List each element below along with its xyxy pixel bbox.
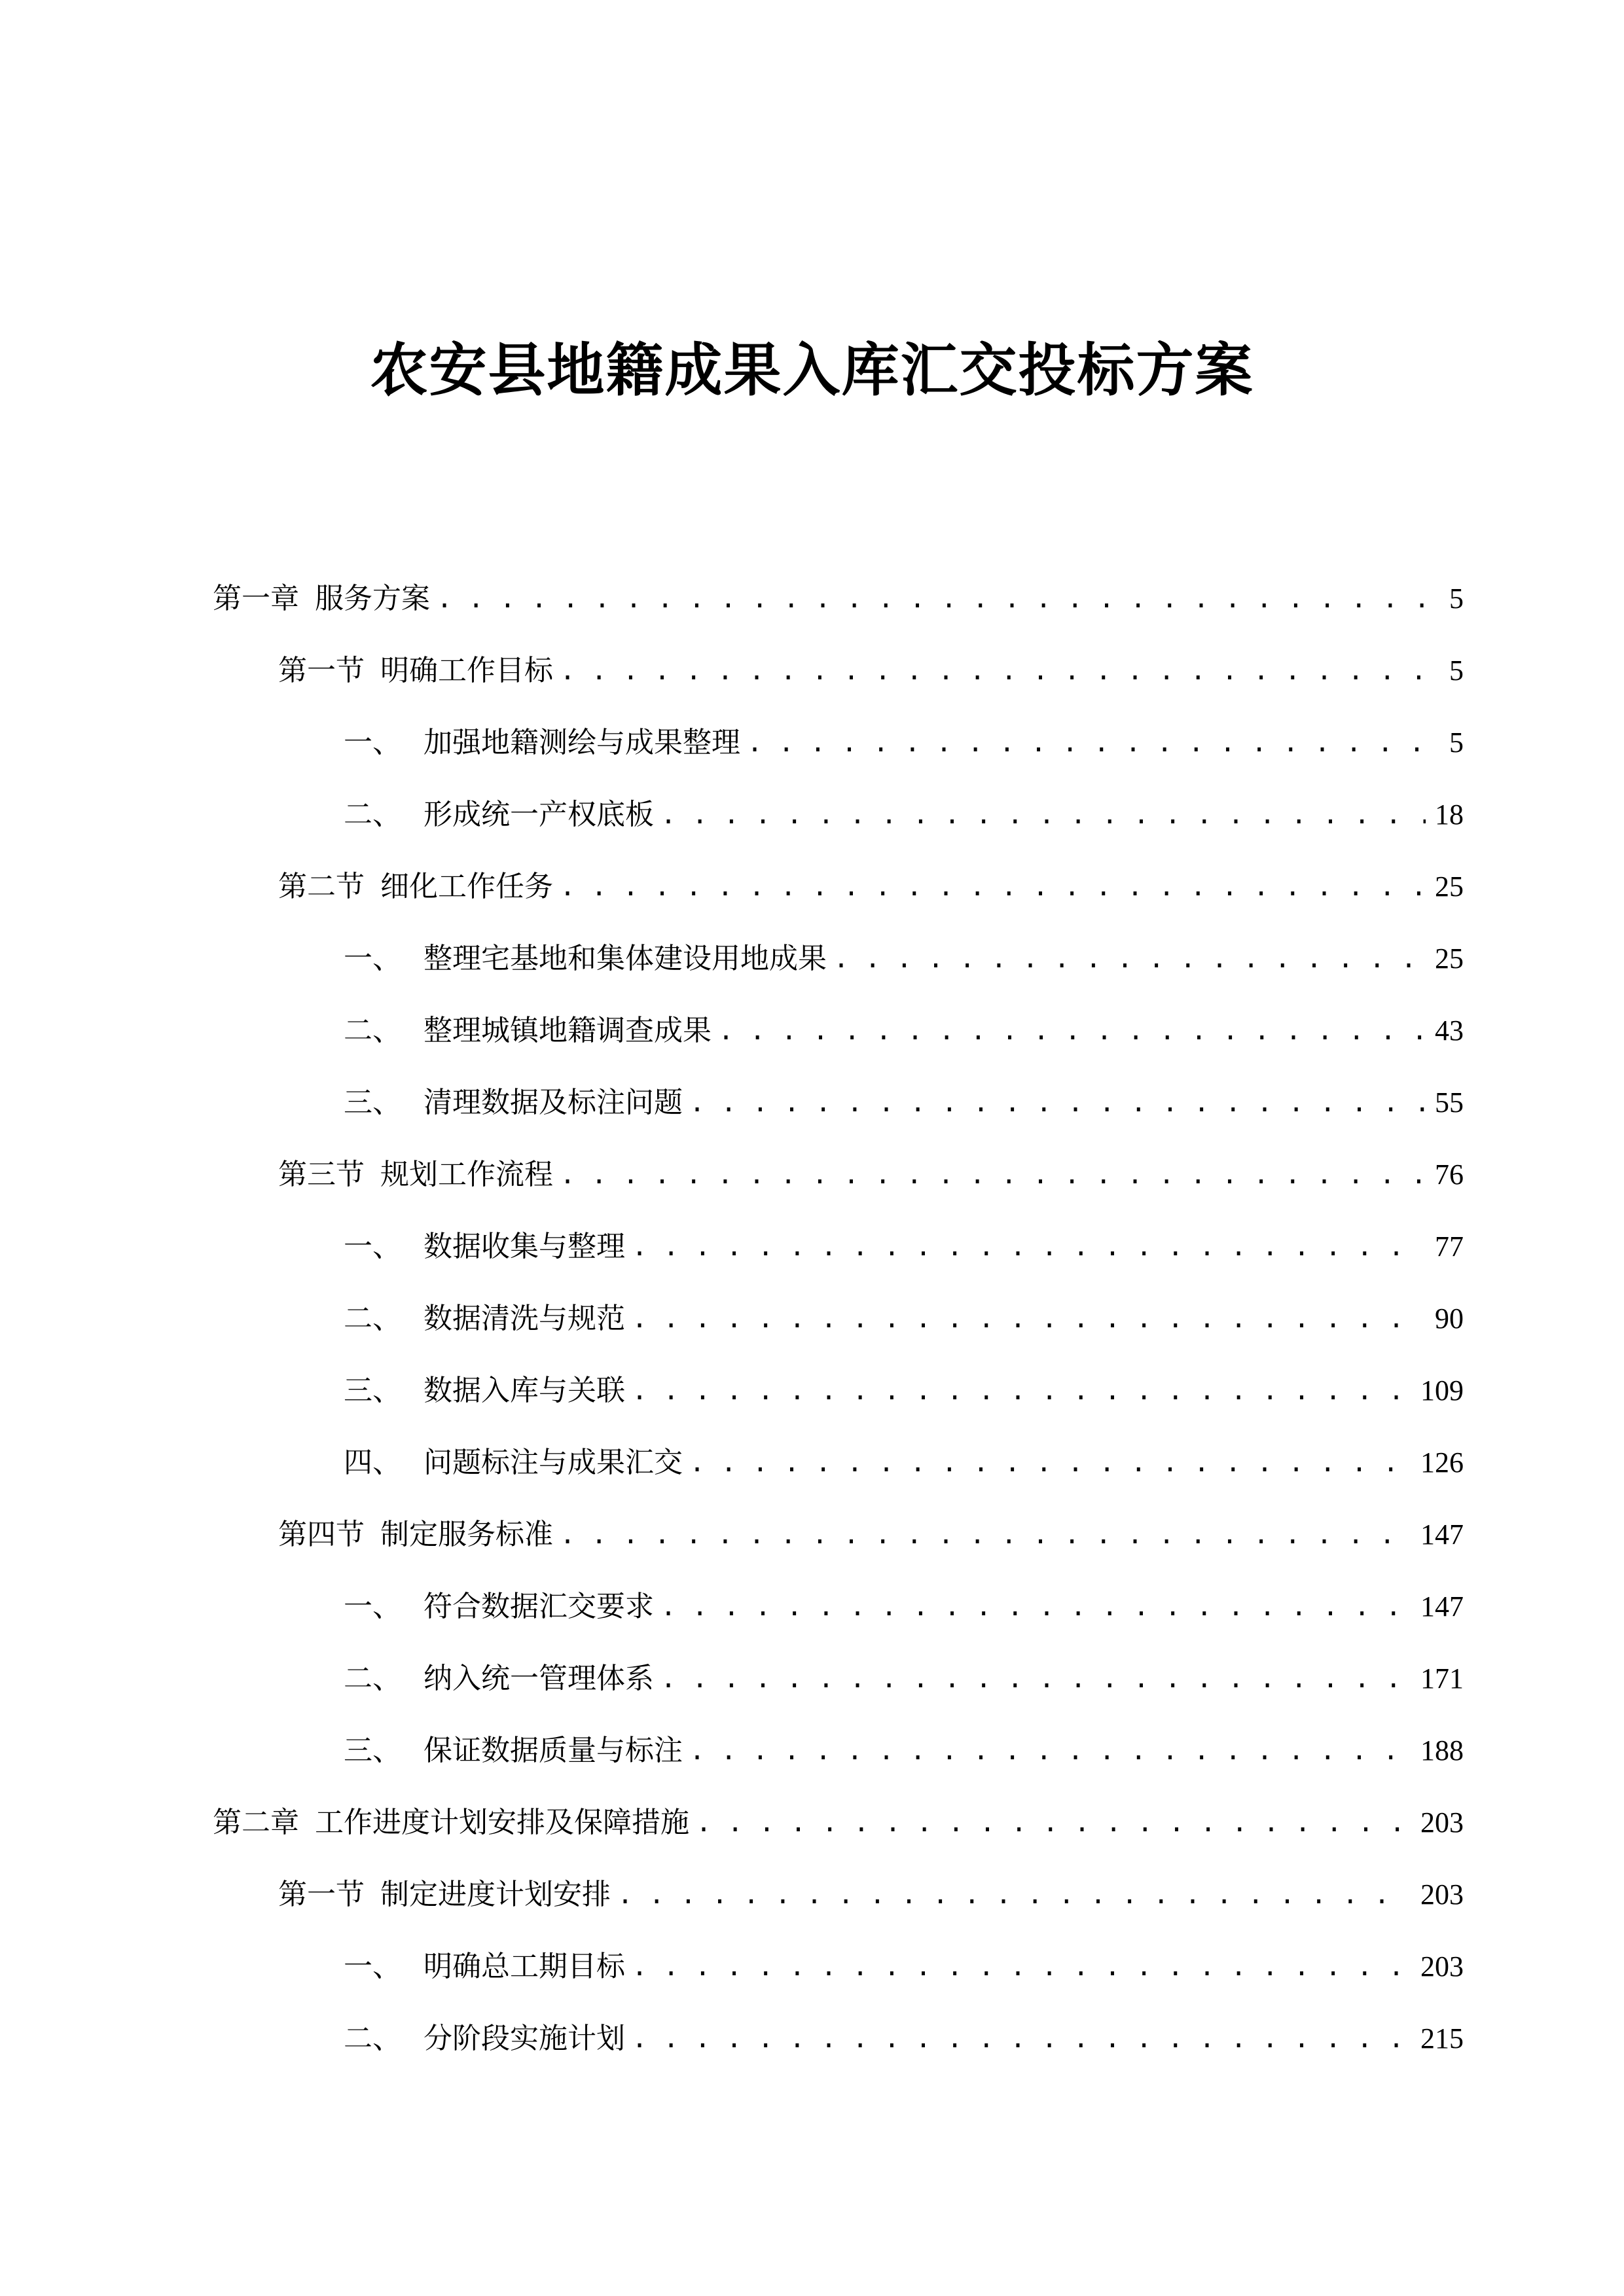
toc-leader-dots [660,1584,1411,1630]
toc-entry[interactable] [278,1152,1464,1198]
toc-entry[interactable] [344,720,1464,766]
toc-entry-number: 三、 [344,1374,401,1407]
toc-entry-number: 第一节 [278,1878,365,1911]
toc-entry-page: 203 [1420,1806,1464,1839]
toc-entry-page: 109 [1420,1374,1464,1407]
toc-entry-title: 分阶段实施计划 [424,2022,625,2055]
toc-entry-title: 整理宅基地和集体建设用地成果 [424,942,827,975]
toc-entry[interactable] [344,1584,1464,1630]
toc-entry-title: 纳入统一管理体系 [424,1662,654,1695]
toc-entry-title: 问题标注与成果汇交 [424,1446,683,1479]
toc-entry-title: 细化工作任务 [380,870,553,903]
toc-entry[interactable] [344,1224,1464,1270]
toc-entry-page: 203 [1420,1950,1464,1982]
toc-entry-title: 服务方案 [315,582,430,615]
toc-entry[interactable] [278,1872,1464,1918]
toc-leader-dots [560,648,1440,694]
toc-entry[interactable] [278,1512,1464,1558]
toc-entry-page: 5 [1449,583,1464,615]
toc-entry-number: 二、 [344,1014,401,1047]
toc-entry-number: 一、 [344,1950,401,1983]
toc-entry-title: 清理数据及标注问题 [424,1086,683,1119]
toc-entry[interactable] [344,1656,1464,1702]
toc-entry[interactable] [344,1728,1464,1774]
toc-leader-dots [632,2016,1411,2062]
toc-entry-page: 126 [1420,1446,1464,1479]
toc-entry-page: 147 [1420,1590,1464,1623]
toc-leader-dots [632,1944,1411,1990]
toc-leader-dots [660,1656,1411,1702]
toc-entry-number: 第四节 [278,1518,365,1551]
toc-entry-page: 188 [1420,1734,1464,1767]
toc-entry-title: 明确工作目标 [380,654,553,687]
toc-entry-number: 二、 [344,2022,401,2055]
toc-leader-dots [689,1728,1411,1774]
toc-entry[interactable] [213,1800,1464,1846]
toc-entry-number: 一、 [344,726,401,759]
toc-leader-dots [632,1296,1426,1342]
toc-entry-number: 三、 [344,1734,401,1767]
toc-leader-dots [560,1152,1426,1198]
toc-leader-dots [560,864,1426,910]
toc-entry-title: 保证数据质量与标注 [424,1734,683,1767]
toc-entry-title: 制定进度计划安排 [380,1878,611,1911]
toc-entry-page: 77 [1435,1230,1464,1263]
toc-entry-title: 规划工作流程 [380,1158,553,1191]
toc-entry[interactable] [344,1368,1464,1414]
toc-leader-dots [617,1872,1411,1918]
toc-leader-dots [747,720,1440,766]
toc-entry[interactable] [344,792,1464,838]
toc-entry[interactable] [344,1440,1464,1486]
toc-entry[interactable] [344,1296,1464,1342]
toc-entry[interactable] [278,864,1464,910]
toc-entry[interactable] [344,1008,1464,1054]
toc-entry-page: 147 [1420,1518,1464,1551]
toc-entry-page: 25 [1435,942,1464,975]
toc-entry-title: 符合数据汇交要求 [424,1590,654,1623]
toc-entry-page: 215 [1420,2022,1464,2054]
toc-entry[interactable] [344,936,1464,982]
toc-leader-dots [660,792,1426,838]
toc-entry-title: 制定服务标准 [380,1518,553,1551]
toc-entry[interactable] [278,648,1464,694]
toc-entry-title: 加强地籍测绘与成果整理 [424,726,740,759]
toc-entry-title: 明确总工期目标 [424,1950,625,1983]
toc-entry-page: 18 [1435,798,1464,831]
toc-entry-page: 171 [1420,1662,1464,1695]
toc-entry-number: 第二节 [278,870,365,903]
toc-entry-number: 第一章 [213,582,299,615]
toc-leader-dots [689,1440,1411,1486]
toc-leader-dots [696,1800,1411,1846]
toc-entry-page: 5 [1449,726,1464,759]
toc-entry[interactable] [344,1944,1464,1990]
toc-entry-title: 数据清洗与规范 [424,1302,625,1335]
toc-entry[interactable] [344,1080,1464,1126]
toc-leader-dots [437,576,1440,622]
document-title: 农安县地籍成果入库汇交投标方案 [370,336,1254,404]
toc-entry-number: 一、 [344,1230,401,1263]
toc-entry-page: 76 [1435,1158,1464,1191]
toc-leader-dots [632,1368,1411,1414]
toc-entry-number: 第二章 [213,1806,299,1839]
toc-entry-title: 形成统一产权底板 [424,798,654,831]
toc-leader-dots [560,1512,1411,1558]
toc-leader-dots [718,1008,1426,1054]
toc-entry-page: 90 [1435,1302,1464,1335]
toc-entry-page: 55 [1435,1086,1464,1119]
toc-leader-dots [689,1080,1426,1126]
toc-entry-number: 第一节 [278,654,365,687]
toc-entry-number: 一、 [344,1590,401,1623]
toc-entry-page: 25 [1435,870,1464,903]
toc-entry-page: 203 [1420,1878,1464,1910]
toc-entry-number: 二、 [344,1302,401,1335]
toc-entry-number: 二、 [344,798,401,831]
toc-entry-number: 三、 [344,1086,401,1119]
toc-entry-number: 四、 [344,1446,401,1479]
toc-entry-number: 第三节 [278,1158,365,1191]
toc-entry-number: 一、 [344,942,401,975]
toc-entry-title: 工作进度计划安排及保障措施 [315,1806,689,1839]
toc-leader-dots [833,936,1426,982]
toc-entry-page: 5 [1449,655,1464,687]
toc-entry-number: 二、 [344,1662,401,1695]
toc-leader-dots [632,1224,1426,1270]
toc-entry[interactable] [344,2016,1464,2062]
toc-entry-page: 43 [1435,1014,1464,1047]
toc-entry-title: 整理城镇地籍调查成果 [424,1014,712,1047]
toc-entry-title: 数据入库与关联 [424,1374,625,1407]
toc-entry-title: 数据收集与整理 [424,1230,625,1263]
toc-entry[interactable] [213,576,1464,622]
